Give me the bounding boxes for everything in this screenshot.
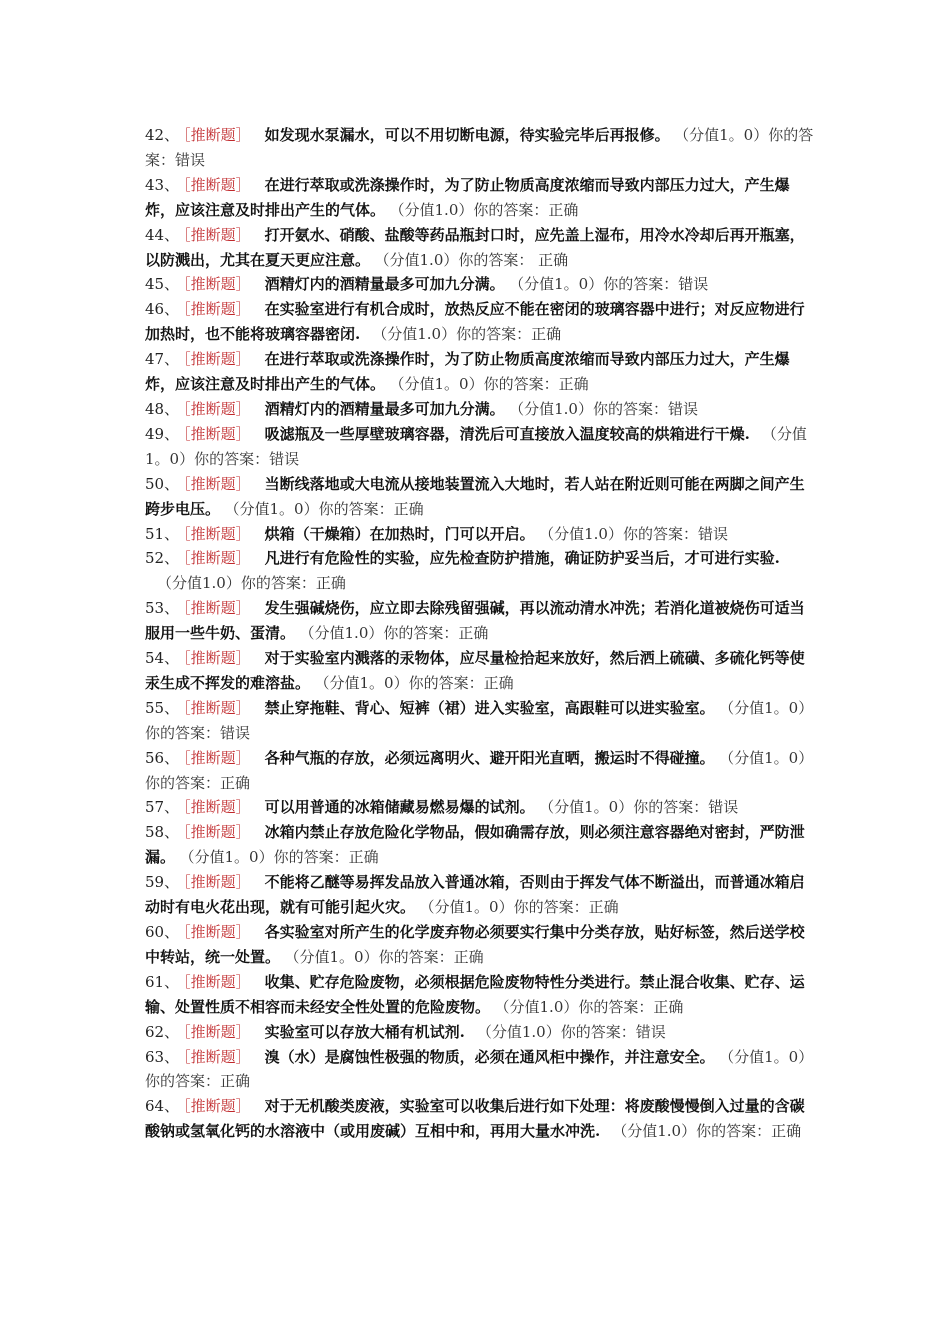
score-and-answer: （分值1.0）你的答案： 正确 xyxy=(382,250,569,269)
question-text: 对于实验室内溅落的汞物体，应尽量检拾起来放好，然后洒上硫磺、多硫化钙等使汞生成不挥发的难溶盐。 xyxy=(145,649,805,692)
question-type-tag: ［推断题］ xyxy=(183,399,251,418)
question-text: 各种气瓶的存放，必须远离明火、避开阳光直晒，搬运时不得碰撞。 xyxy=(264,748,715,767)
score-and-answer: （分值1。0）你的答案：正确 xyxy=(427,898,619,917)
question-text: 凡进行有危险性的实验，应先检查防护措施，确证防护妥当后，才可进行实验. xyxy=(264,549,780,568)
question-item xyxy=(145,596,815,646)
score-and-answer: （分值1.0）你的答案：正确 xyxy=(502,997,684,1016)
question-item xyxy=(145,347,815,397)
score-and-answer: （分值1.0）你的答案：错误 xyxy=(546,524,728,543)
score-and-answer: （分值1.0）你的答案：正确 xyxy=(612,1122,802,1141)
question-text: 不能将乙醚等易挥发品放入普通冰箱，否则由于挥发气体不断溢出，而普通冰箱启动时有电火花出现，就有可能引起火灾。 xyxy=(145,873,805,917)
question-item xyxy=(145,546,815,596)
question-type-tag: ［推断题］ xyxy=(183,1022,251,1041)
score-and-answer: （分值1.0）你的答案：错误 xyxy=(516,399,698,418)
question-number: 50、 xyxy=(145,474,180,493)
question-type-tag: ［推断题］ xyxy=(183,649,251,668)
score-and-answer: （分值1。0）你的答案：正确 xyxy=(397,375,589,394)
score-and-answer: （分值1.0）你的答案：正确 xyxy=(157,574,346,593)
question-item xyxy=(145,223,815,273)
question-type-tag: ［推断题］ xyxy=(183,225,251,244)
question-number: 54、 xyxy=(145,649,180,668)
question-item xyxy=(145,646,815,696)
question-item xyxy=(145,970,815,1020)
question-item xyxy=(145,123,815,173)
question-item xyxy=(145,746,815,796)
question-item xyxy=(145,297,815,347)
question-number: 43、 xyxy=(145,175,180,194)
question-type-tag: ［推断题］ xyxy=(183,300,251,319)
question-text: 在实验室进行有机合成时，放热反应不能在密闭的玻璃容器中进行；对反应物进行加热时，也不能将玻璃容器密闭. xyxy=(145,300,805,344)
question-number: 55、 xyxy=(145,698,180,717)
score-and-answer: （分值1。0）你的答案：正确 xyxy=(145,748,814,792)
question-type-tag: ［推断题］ xyxy=(183,823,251,842)
question-item xyxy=(145,522,815,547)
question-item xyxy=(145,795,815,820)
question-text: 各实验室对所产生的化学废弃物必须要实行集中分类存放，贴好标签，然后送学校中转站，统一处置。 xyxy=(145,923,805,966)
question-text: 可以用普通的冰箱储藏易燃易爆的试剂。 xyxy=(264,798,535,817)
question-text: 打开氨水、硝酸、盐酸等药品瓶封口时，应先盖上湿布，用冷水冷却后再开瓶塞，以防溅出，尤其在夏天更应注意。 xyxy=(145,225,805,269)
question-item xyxy=(145,422,815,472)
question-number: 62、 xyxy=(145,1022,180,1041)
score-and-answer: （分值1.0）你的答案：正确 xyxy=(397,200,579,219)
question-list xyxy=(145,123,815,1144)
question-text: 对于无机酸类废液，实验室可以收集后进行如下处理：将废酸慢慢倒入过量的含碳酸钠或氢氧化钙的水溶液中（或用废碱）互相中和，再用大量水冲洗. xyxy=(145,1097,805,1141)
question-type-tag: ［推断题］ xyxy=(183,524,251,543)
question-type-tag: ［推断题］ xyxy=(183,698,251,717)
question-text: 实验室可以存放大桶有机试剂. xyxy=(264,1022,465,1041)
score-and-answer: （分值1。0）你的答案：正确 xyxy=(322,673,514,692)
question-number: 47、 xyxy=(145,350,180,369)
question-type-tag: ［推断题］ xyxy=(183,424,251,443)
question-type-tag: ［推断题］ xyxy=(183,599,251,618)
question-text: 如发现水泵漏水，可以不用切断电源，待实验完毕后再报修。 xyxy=(264,126,670,144)
question-number: 56、 xyxy=(145,748,180,767)
score-and-answer: （分值1。0）你的答案：错误 xyxy=(516,275,709,294)
question-number: 49、 xyxy=(145,424,180,443)
score-and-answer: （分值1.0）你的答案：错误 xyxy=(476,1022,666,1041)
question-item xyxy=(145,397,815,422)
question-text: 在进行萃取或洗涤操作时，为了防止物质高度浓缩而导致内部压力过大，产生爆炸，应该注意及时排出产生的气体。 xyxy=(145,350,790,394)
question-text: 酒精灯内的酒精量最多可加九分满。 xyxy=(264,275,505,294)
question-item xyxy=(145,272,815,297)
question-type-tag: ［推断题］ xyxy=(183,1047,251,1066)
question-item xyxy=(145,870,815,920)
question-item xyxy=(145,1045,815,1095)
question-item xyxy=(145,696,815,746)
question-text: 烘箱（干燥箱）在加热时，门可以开启。 xyxy=(264,524,535,543)
question-number: 48、 xyxy=(145,399,180,418)
score-and-answer: （分值1。0）你的答案：正确 xyxy=(232,499,424,518)
question-number: 51、 xyxy=(145,524,180,543)
question-text: 酒精灯内的酒精量最多可加九分满。 xyxy=(264,399,505,418)
question-text: 冰箱内禁止存放危险化学物品，假如确需存放，则必须注意容器绝对密封，严防泄漏。 xyxy=(145,823,805,867)
question-type-tag: ［推断题］ xyxy=(183,350,251,369)
question-number: 46、 xyxy=(145,300,180,319)
question-item xyxy=(145,1020,815,1045)
question-type-tag: ［推断题］ xyxy=(183,972,251,991)
question-item xyxy=(145,820,815,870)
score-and-answer: （分值1。0）你的答案：正确 xyxy=(145,1047,814,1091)
question-number: 64、 xyxy=(145,1097,180,1116)
question-type-tag: ［推断题］ xyxy=(183,275,251,294)
question-number: 59、 xyxy=(145,873,180,892)
score-and-answer: （分值1。0）你的答案：错误 xyxy=(546,798,739,817)
question-text: 吸滤瓶及一些厚壁玻璃容器，清洗后可直接放入温度较高的烘箱进行干燥. xyxy=(264,424,750,443)
question-type-tag: ［推断题］ xyxy=(183,873,251,892)
question-number: 61、 xyxy=(145,972,180,991)
question-type-tag: ［推断题］ xyxy=(183,923,251,941)
score-and-answer: （分值1.0）你的答案：正确 xyxy=(307,624,489,643)
question-number: 42、 xyxy=(145,126,180,144)
question-number: 63、 xyxy=(145,1047,180,1066)
question-number: 44、 xyxy=(145,225,180,244)
question-type-tag: ［推断题］ xyxy=(183,748,251,767)
question-number: 45、 xyxy=(145,275,180,294)
question-number: 58、 xyxy=(145,823,180,842)
question-type-tag: ［推断题］ xyxy=(183,1097,251,1116)
score-and-answer: （分值1。0）你的答案：正确 xyxy=(292,947,484,966)
question-type-tag: ［推断题］ xyxy=(183,474,251,493)
question-item xyxy=(145,173,815,223)
question-item xyxy=(145,1094,815,1144)
question-text: 收集、贮存危险废物，必须根据危险废物特性分类进行。禁止混合收集、贮存、运输、处置性质不相容而未经安全性处置的危险废物。 xyxy=(145,972,805,1016)
question-type-tag: ［推断题］ xyxy=(183,175,251,194)
score-and-answer: （分值1。0）你的答案：错误 xyxy=(145,126,814,169)
score-and-answer: （分值1。0）你的答案：正确 xyxy=(187,848,379,867)
question-number: 57、 xyxy=(145,798,180,817)
question-number: 53、 xyxy=(145,599,180,618)
question-text: 在进行萃取或洗涤操作时，为了防止物质高度浓缩而导致内部压力过大，产生爆炸，应该注意及时排出产生的气体。 xyxy=(145,175,790,219)
question-text: 当断线落地或大电流从接地装置流入大地时，若人站在附近则可能在两脚之间产生跨步电压。 xyxy=(145,474,805,518)
question-text: 溴（水）是腐蚀性极强的物质，必须在通风柜中操作，并注意安全。 xyxy=(264,1047,715,1066)
question-item xyxy=(145,472,815,522)
question-item xyxy=(145,920,815,970)
question-text: 禁止穿拖鞋、背心、短裤（裙）进入实验室，高跟鞋可以进实验室。 xyxy=(264,698,715,717)
question-number: 60、 xyxy=(145,923,180,941)
score-and-answer: （分值1。0）你的答案：错误 xyxy=(145,698,814,742)
question-number: 52、 xyxy=(145,549,180,568)
question-type-tag: ［推断题］ xyxy=(183,549,251,568)
score-and-answer: （分值1.0）你的答案：正确 xyxy=(372,325,562,344)
question-type-tag: ［推断题］ xyxy=(183,798,251,817)
question-text: 发生强碱烧伤，应立即去除残留强碱，再以流动清水冲洗；若消化道被烧伤可适当服用一些牛奶、蛋清。 xyxy=(145,599,805,643)
score-and-answer: （分值1。0）你的答案：错误 xyxy=(145,424,807,468)
question-type-tag: ［推断题］ xyxy=(183,126,251,144)
